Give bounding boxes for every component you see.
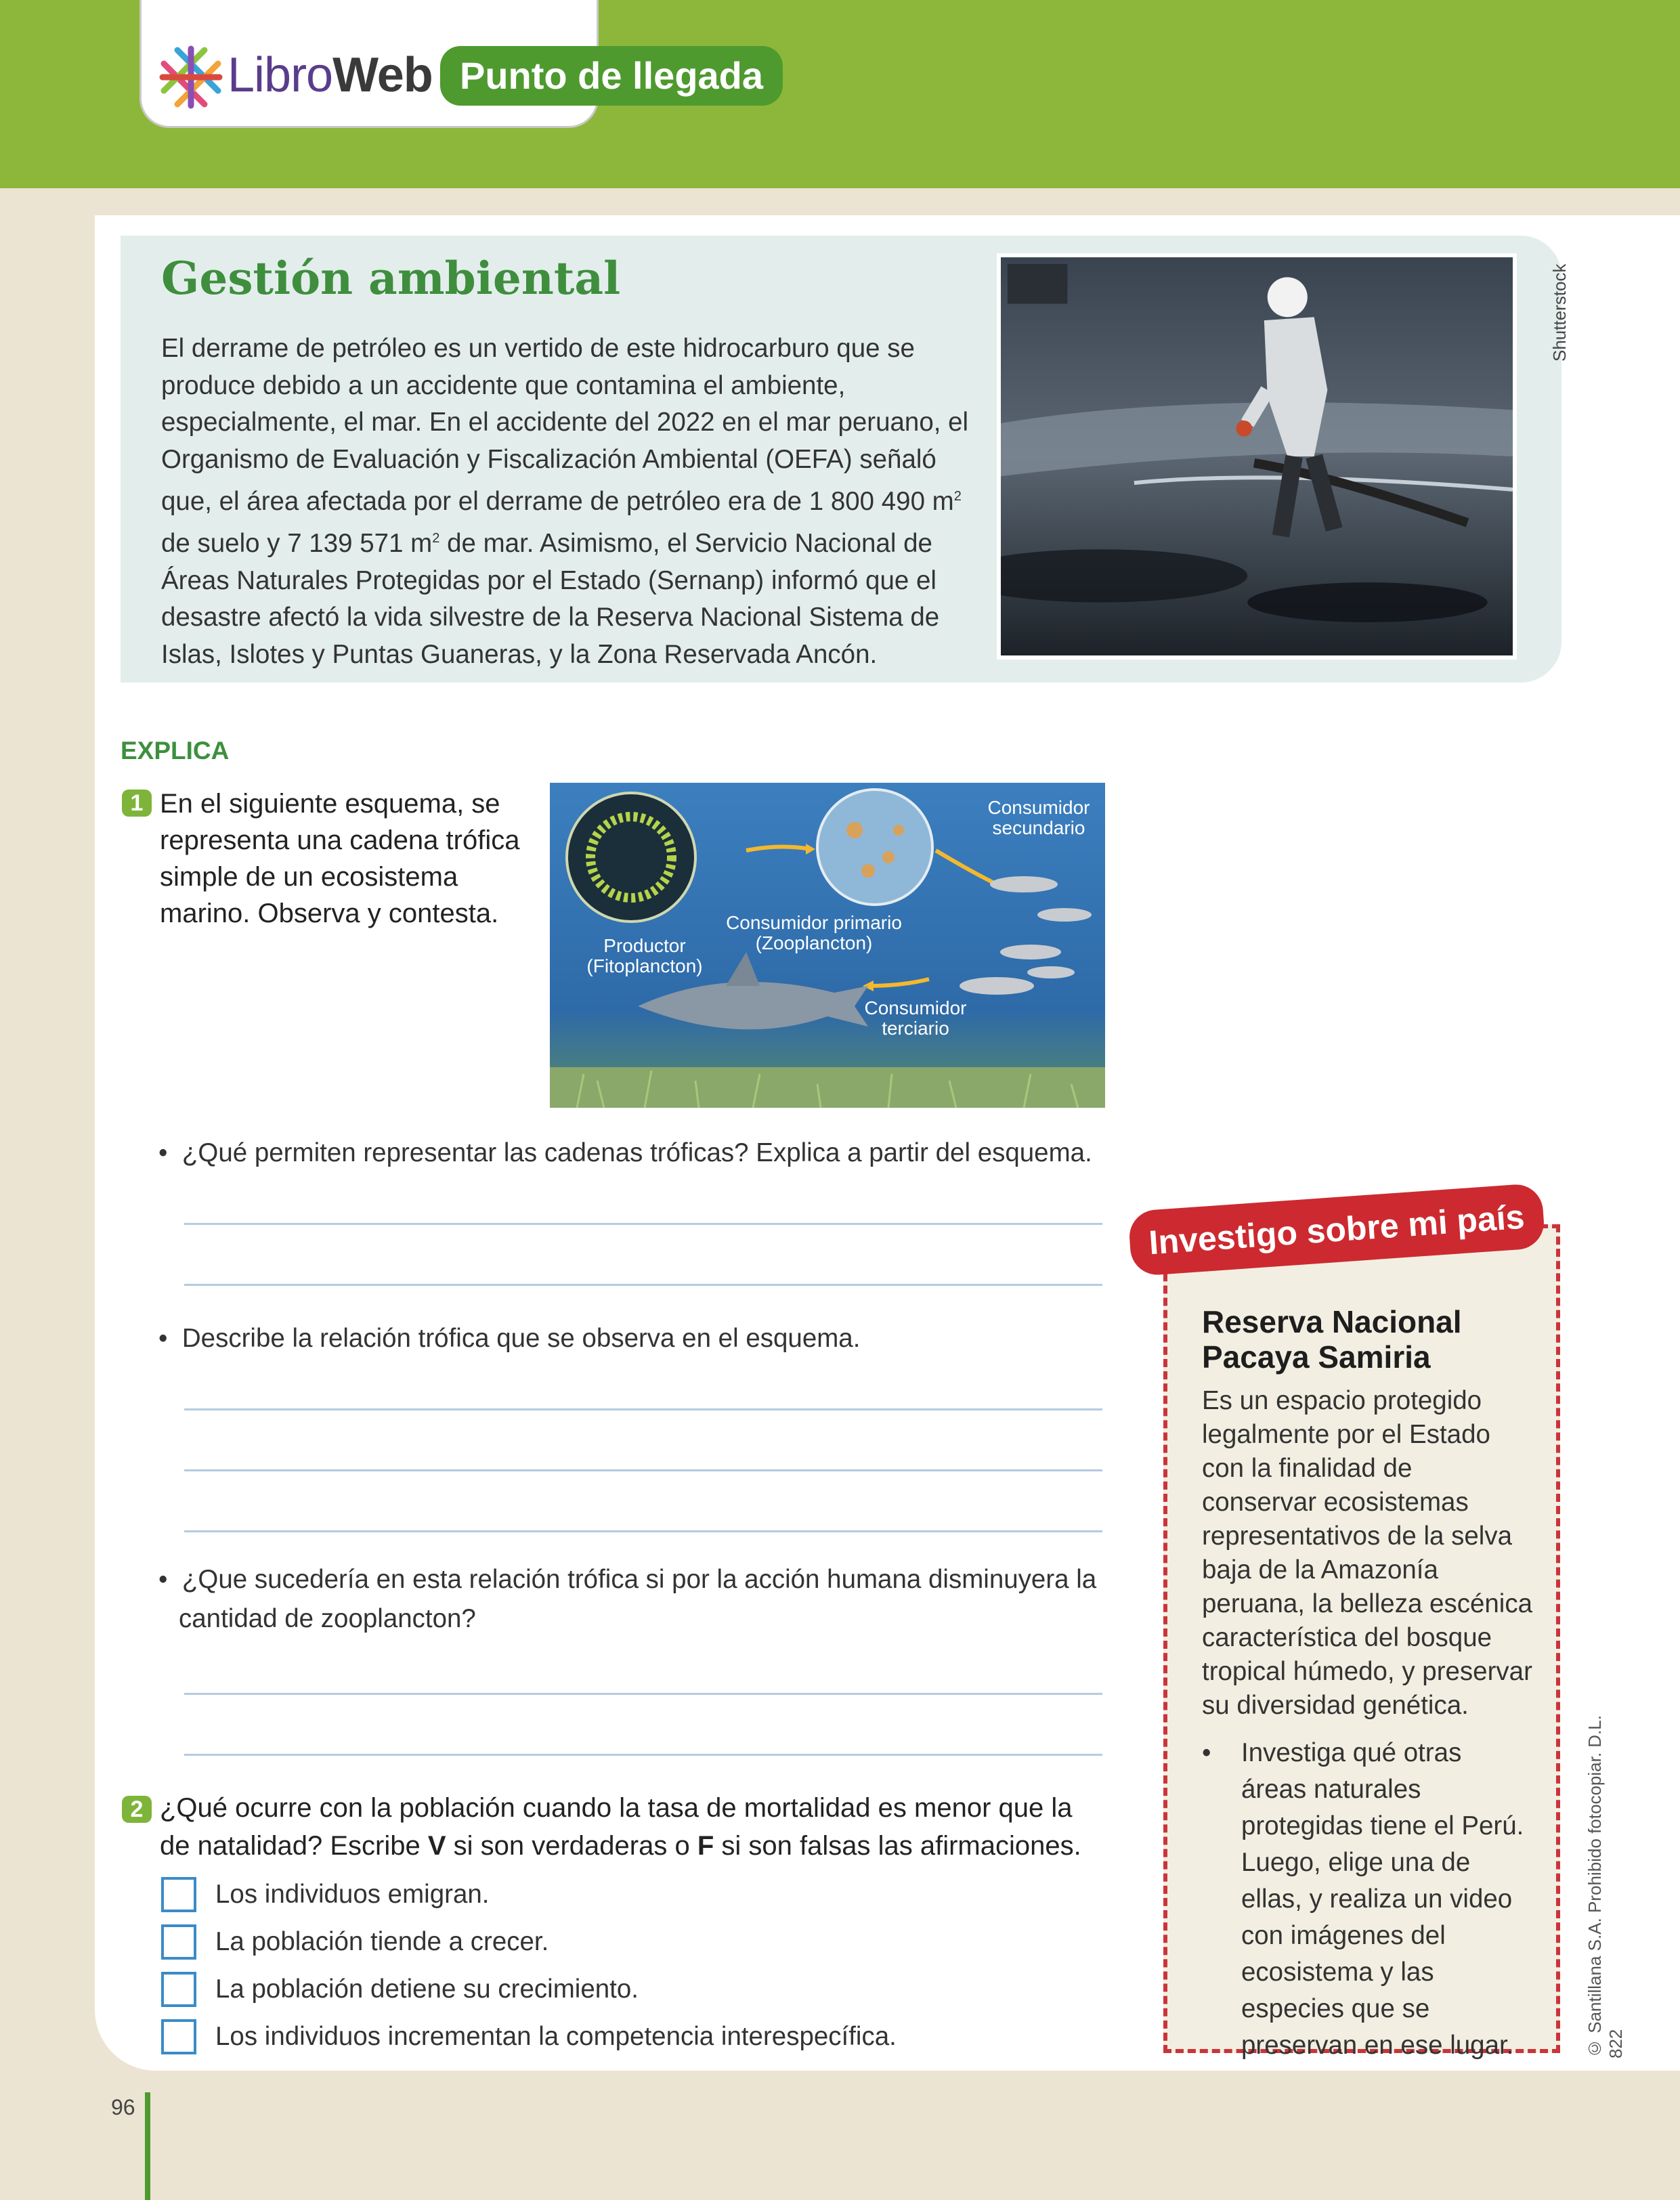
label-consumidor-secundario: Consumidor secundario — [987, 797, 1090, 838]
answer-line[interactable] — [184, 1284, 1102, 1286]
answer-line[interactable] — [184, 1223, 1102, 1225]
oil-spill-photo — [997, 253, 1517, 660]
copyright-notice: © Santillana S.A. Prohibido fotocopiar. D.L. 822 — [1585, 1715, 1626, 2058]
statement-3: La población detiene su crecimiento. — [215, 1975, 639, 2004]
sidebar-text: Es un espacio protegido legalmente por el Estado con la finalidad de conservar ecosistemas representativos de la selva baja de la Amazonía peruana, la belleza escénica característica del bosque tropical húmedo, y preservar su diversidad genética. — [1202, 1386, 1532, 1720]
answer-checkbox[interactable] — [161, 1972, 196, 2007]
answer-checkbox[interactable] — [161, 1924, 196, 1960]
sidebar-tag: Investigo sobre mi país — [1127, 1183, 1545, 1276]
explica-heading: EXPLICA — [121, 737, 230, 764]
answer-line[interactable] — [184, 1693, 1102, 1695]
question-number-2: 2 — [122, 1796, 152, 1823]
statement-1: Los individuos emigran. — [215, 1880, 490, 1909]
answer-line[interactable] — [184, 1408, 1102, 1410]
label-productor: Productor (Fitoplancton) — [586, 935, 703, 976]
statement-4: Los individuos incrementan la competencia interespecífica. — [215, 2022, 897, 2051]
label-consumidor-terciario: Consumidor terciario — [864, 997, 967, 1039]
logo-knot-icon — [157, 43, 225, 111]
section-badge: Punto de llegada — [440, 46, 783, 106]
statement-2: La población tiende a crecer. — [215, 1927, 549, 1956]
section-title: Gestión ambiental — [161, 252, 621, 305]
answer-line[interactable] — [184, 1530, 1102, 1532]
sidebar-title: Reserva Nacional Pacaya Samiria — [1202, 1304, 1462, 1375]
photo-credit: Shutterstock — [1549, 263, 1570, 362]
logo-wordmark: LibroWeb — [228, 48, 433, 102]
bullet-question-2: • Describe la relación trófica que se observa en el esquema. — [158, 1324, 861, 1353]
footer-bar — [145, 2092, 150, 2200]
answer-checkbox[interactable] — [161, 2019, 196, 2054]
bullet-dot-icon: • — [1202, 1738, 1211, 1767]
question-number-1: 1 — [122, 790, 152, 817]
bullet-question-3: • ¿Que sucedería en esta relación trófica si por la acción humana disminuyera la cantidad de zooplancton? — [158, 1565, 1097, 1633]
food-chain-diagram — [550, 783, 1105, 1108]
answer-line[interactable] — [184, 1469, 1102, 1471]
bullet-question-1: • ¿Qué permiten representar las cadenas tróficas? Explica a partir del esquema. — [158, 1138, 1092, 1167]
question-1-text: En el siguiente esquema, se representa una cadena trófica simple de un ecosistema marino. Observa y contesta. — [160, 789, 520, 928]
answer-line[interactable] — [184, 1754, 1102, 1756]
zooplancton-circle — [817, 790, 932, 905]
intro-paragraph: El derrame de petróleo es un vertido de este hidrocarburo que se produce debido a un accidente que contamina el ambiente, especialmente, el mar. En el accidente del 2022 en el mar peruano, el Organismo de Evaluación y Fiscalización Ambiental (OEFA) señaló que, el área afectada por el derrame de petróleo era de 1 800 490 $m^2$ de suelo y 7 139 571 $m^2$ de mar. Asimismo, el Servicio Nacional de Áreas Naturales Protegidas por el Estado (Sernanp) informó que el desastre afectó la vida silvestre de la Reserva Nacional Sistema de Islas, Islotes y Puntas Guaneras, y la Zona Reservada Ancón. — [161, 334, 969, 669]
question-2-text: ¿Qué ocurre con la población cuando la tasa de mortalidad es menor que la de natalidad? Escribe V si son verdaderas o F si son falsas las afirmaciones. — [160, 1793, 1081, 1861]
label-consumidor-primario: Consumidor primario (Zooplancton) — [726, 912, 902, 953]
answer-checkbox[interactable] — [161, 1877, 196, 1912]
page-number: 96 — [111, 2095, 135, 2119]
sidebar-bullet: • Investiga qué otras áreas naturales protegidas tiene el Perú. Luego, elige una de ellas, y realiza un video con imágenes del ecosistema y las especies que se preservan en ese lugar. — [1202, 1735, 1534, 2064]
